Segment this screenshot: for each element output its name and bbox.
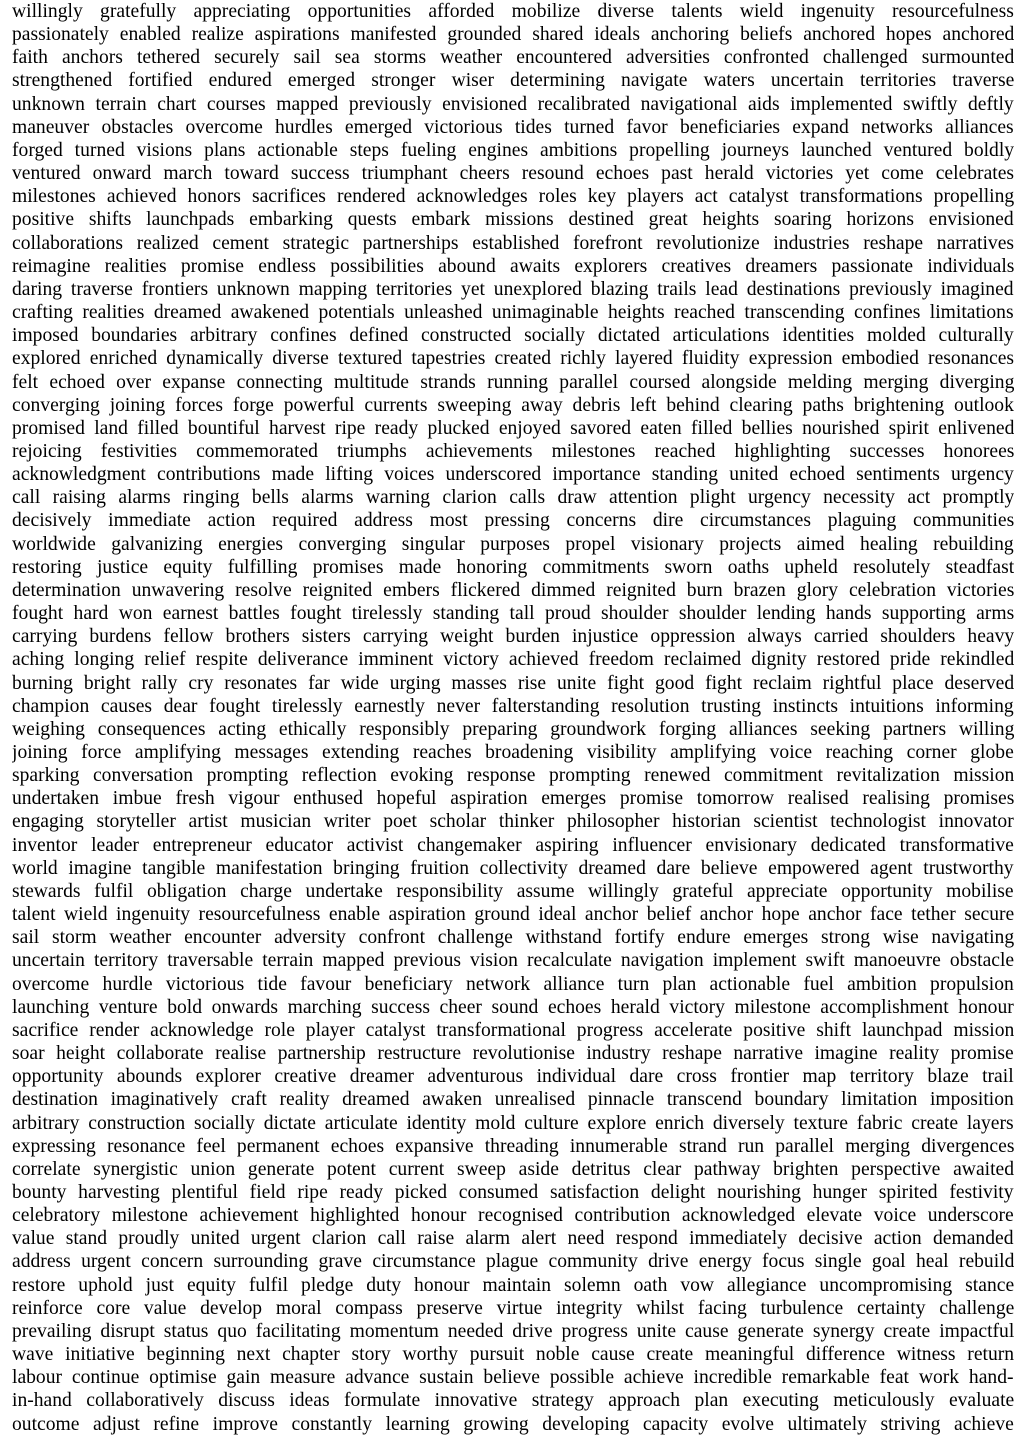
text-line: value stand proudly united urgent clarion call raise alarm alert need respond immediately decisive action demanded — [12, 1228, 1014, 1250]
text-line: weighing consequences acting ethically responsibly preparing groundwork forging alliances seeking partners willing — [12, 718, 1014, 740]
text-line: wave initiative beginning next chapter story worthy pursuit noble cause create meaningful difference witness return — [12, 1344, 1014, 1366]
text-line: labour continue optimise gain measure advance sustain believe possible achieve incredible remarkable feat work hand- — [12, 1367, 1014, 1389]
text-line: ventured onward march toward success triumphant cheers resound echoes past herald victories yet come celebrates — [12, 163, 1014, 185]
text-line: worldwide galvanizing energies converging singular purposes propel visionary projects aimed healing rebuilding — [12, 533, 1014, 555]
text-line: prevailing disrupt status quo facilitating momentum needed drive progress unite cause generate synergy create impactful — [12, 1320, 1014, 1342]
text-line: reinforce core value develop moral compass preserve virtue integrity whilst facing turbulence certainty challenge — [12, 1297, 1014, 1319]
text-line: overcome hurdle victorious tide favour beneficiary network alliance turn plan actionable fuel ambition propulsion — [12, 973, 1014, 995]
text-line: sparking conversation prompting reflection evoking response prompting renewed commitment revitalization mission — [12, 765, 1014, 787]
text-line: aching longing relief respite deliverance imminent victory achieved freedom reclaimed dignity restored pride rekindled — [12, 649, 1014, 671]
text-line: outcome adjust refine improve constantly learning growing developing capacity evolve ultimately striving achieve — [12, 1413, 1014, 1435]
text-line: world imagine tangible manifestation bringing fruition collectivity dreamed dare believe empowered agent trustworthy — [12, 857, 1014, 879]
text-line: sail storm weather encounter adversity confront challenge withstand fortify endure emerges strong wise navigating — [12, 927, 1014, 949]
text-line: burning bright rally cry resonates far wide urging masses rise unite fight good fight reclaim rightful place deserved — [12, 672, 1014, 694]
text-line: explored enriched dynamically diverse textured tapestries created richly layered fluidity expression embodied resonances — [12, 348, 1014, 370]
text-line: milestones achieved honors sacrifices rendered acknowledges roles key players act catalyst transformations propelling — [12, 186, 1014, 208]
text-line: passionately enabled realize aspirations manifested grounded shared ideals anchoring beliefs anchored hopes anchored — [12, 24, 1014, 46]
text-line: converging joining forces forge powerful currents sweeping away debris left behind clearing paths brightening outlook — [12, 394, 1014, 416]
text-line: maneuver obstacles overcome hurdles emerged victorious tides turned favor beneficiaries expand networks alliances — [12, 116, 1014, 138]
text-line: daring traverse frontiers unknown mapping territories yet unexplored blazing trails lead destinations previously imagined — [12, 278, 1014, 300]
text-line: restoring justice equity fulfilling promises made honoring commitments sworn oaths upheld resolutely steadfast — [12, 556, 1014, 578]
text-line: acknowledgment contributions made lifting voices underscored importance standing united echoed sentiments urgency — [12, 464, 1014, 486]
text-line: willingly gratefully appreciating opportunities afforded mobilize diverse talents wield ingenuity resourcefulness — [12, 1, 1014, 22]
text-line: in-hand collaboratively discuss ideas formulate innovative strategy approach plan executing meticulously evaluate — [12, 1390, 1014, 1412]
text-line: destination imaginatively craft reality dreamed awaken unrealised pinnacle transcend boundary limitation imposition — [12, 1089, 1014, 1111]
text-line: correlate synergistic union generate potent current sweep aside detritus clear pathway brighten perspective awaited — [12, 1158, 1014, 1180]
text-line: soar height collaborate realise partnership restructure revolutionise industry reshape narrative imagine reality promise — [12, 1043, 1014, 1065]
text-line: carrying burdens fellow brothers sisters carrying weight burden injustice oppression always carried shoulders heavy — [12, 626, 1014, 648]
text-line: arbitrary construction socially dictate articulate identity mold culture explore enrich diversely texture fabric create layers — [12, 1112, 1014, 1134]
text-line: undertaken imbue fresh vigour enthused hopeful aspiration emerges promise tomorrow realised realising promises — [12, 788, 1014, 810]
text-line: restore uphold just equity fulfil pledge duty honour maintain solemn oath vow allegiance uncompromising stance — [12, 1274, 1014, 1296]
text-line: reimagine realities promise endless possibilities abound awaits explorers creatives dreamers passionate individuals — [12, 255, 1014, 277]
body-text — [12, 0, 1014, 1436]
text-line: felt echoed over expanse connecting multitude strands running parallel coursed alongside melding merging diverging — [12, 371, 1014, 393]
text-line: decisively immediate action required address most pressing concerns dire circumstances plaguing communities — [12, 510, 1014, 532]
text-line: joining force amplifying messages extending reaches broadening visibility amplifying voice reaching corner globe — [12, 742, 1014, 763]
text-line: uncertain territory traversable terrain mapped previous vision recalculate navigation implement swift manoeuvre obstacle — [12, 950, 1014, 972]
text-line: crafting realities dreamed awakened potentials unleashed unimaginable heights reached transcending confines limitations — [12, 302, 1014, 324]
text-line: talent wield ingenuity resourcefulness enable aspiration ground ideal anchor belief anchor hope anchor face tether secure — [12, 904, 1014, 926]
text-line: opportunity abounds explorer creative dreamer adventurous individual dare cross frontier map territory blaze trail — [12, 1066, 1014, 1088]
text-line: rejoicing festivities commemorated triumphs achievements milestones reached highlighting successes honorees — [12, 440, 1014, 462]
text-line: address urgent concern surrounding grave circumstance plague community drive energy focus single goal heal rebuild — [12, 1251, 1014, 1273]
text-line: promised land filled bountiful harvest ripe ready plucked enjoyed savored eaten filled bellies nourished spirit enlivened — [12, 417, 1014, 439]
text-line: engaging storyteller artist musician writer poet scholar thinker philosopher historian scientist technologist innovator — [12, 811, 1014, 833]
text-line: faith anchors tethered securely sail sea storms weather encountered adversities confronted challenged surmounted — [12, 47, 1014, 69]
text-line: fought hard won earnest battles fought tirelessly standing tall proud shoulder shoulder lending hands supporting arms — [12, 603, 1014, 625]
text-line: strengthened fortified endured emerged stronger wiser determining navigate waters uncertain territories traverse — [12, 70, 1014, 92]
text-line: celebratory milestone achievement highlighted honour recognised contribution acknowledged elevate voice underscore — [12, 1205, 1014, 1227]
text-line: unknown terrain chart courses mapped previously envisioned recalibrated navigational aids implemented swiftly deftly — [12, 93, 1014, 115]
text-line: determination unwavering resolve reignited embers flickered dimmed reignited burn brazen glory celebration victories — [12, 579, 1014, 601]
text-line: imposed boundaries arbitrary confines defined constructed socially dictated articulations identities molded culturally — [12, 325, 1014, 347]
text-line: launching venture bold onwards marching success cheer sound echoes herald victory milestone accomplishment honour — [12, 996, 1014, 1018]
text-line: bounty harvesting plentiful field ripe ready picked consumed satisfaction delight nourishing hunger spirited festivity — [12, 1181, 1014, 1203]
text-line: inventor leader entrepreneur educator activist changemaker aspiring influencer envisionary dedicated transformative — [12, 834, 1014, 856]
text-line: collaborations realized cement strategic partnerships established forefront revolutionize industries reshape narratives — [12, 232, 1014, 254]
text-line: call raising alarms ringing bells alarms warning clarion calls draw attention plight urgency necessity act promptly — [12, 487, 1014, 509]
text-line: expressing resonance feel permanent echoes expansive threading innumerable strand run parallel merging divergences — [12, 1135, 1014, 1157]
text-line: positive shifts launchpads embarking quests embark missions destined great heights soaring horizons envisioned — [12, 209, 1014, 231]
text-line: stewards fulfil obligation charge undertake responsibility assume willingly grateful appreciate opportunity mobilise — [12, 880, 1014, 902]
text-line: forged turned visions plans actionable steps fueling engines ambitions propelling journeys launched ventured boldly — [12, 139, 1014, 161]
text-line: champion causes dear fought tirelessly earnestly never falterstanding resolution trusting instincts intuitions informing — [12, 695, 1014, 717]
text-line: sacrifice render acknowledge role player catalyst transformational progress accelerate positive shift launchpad mission — [12, 1019, 1014, 1041]
